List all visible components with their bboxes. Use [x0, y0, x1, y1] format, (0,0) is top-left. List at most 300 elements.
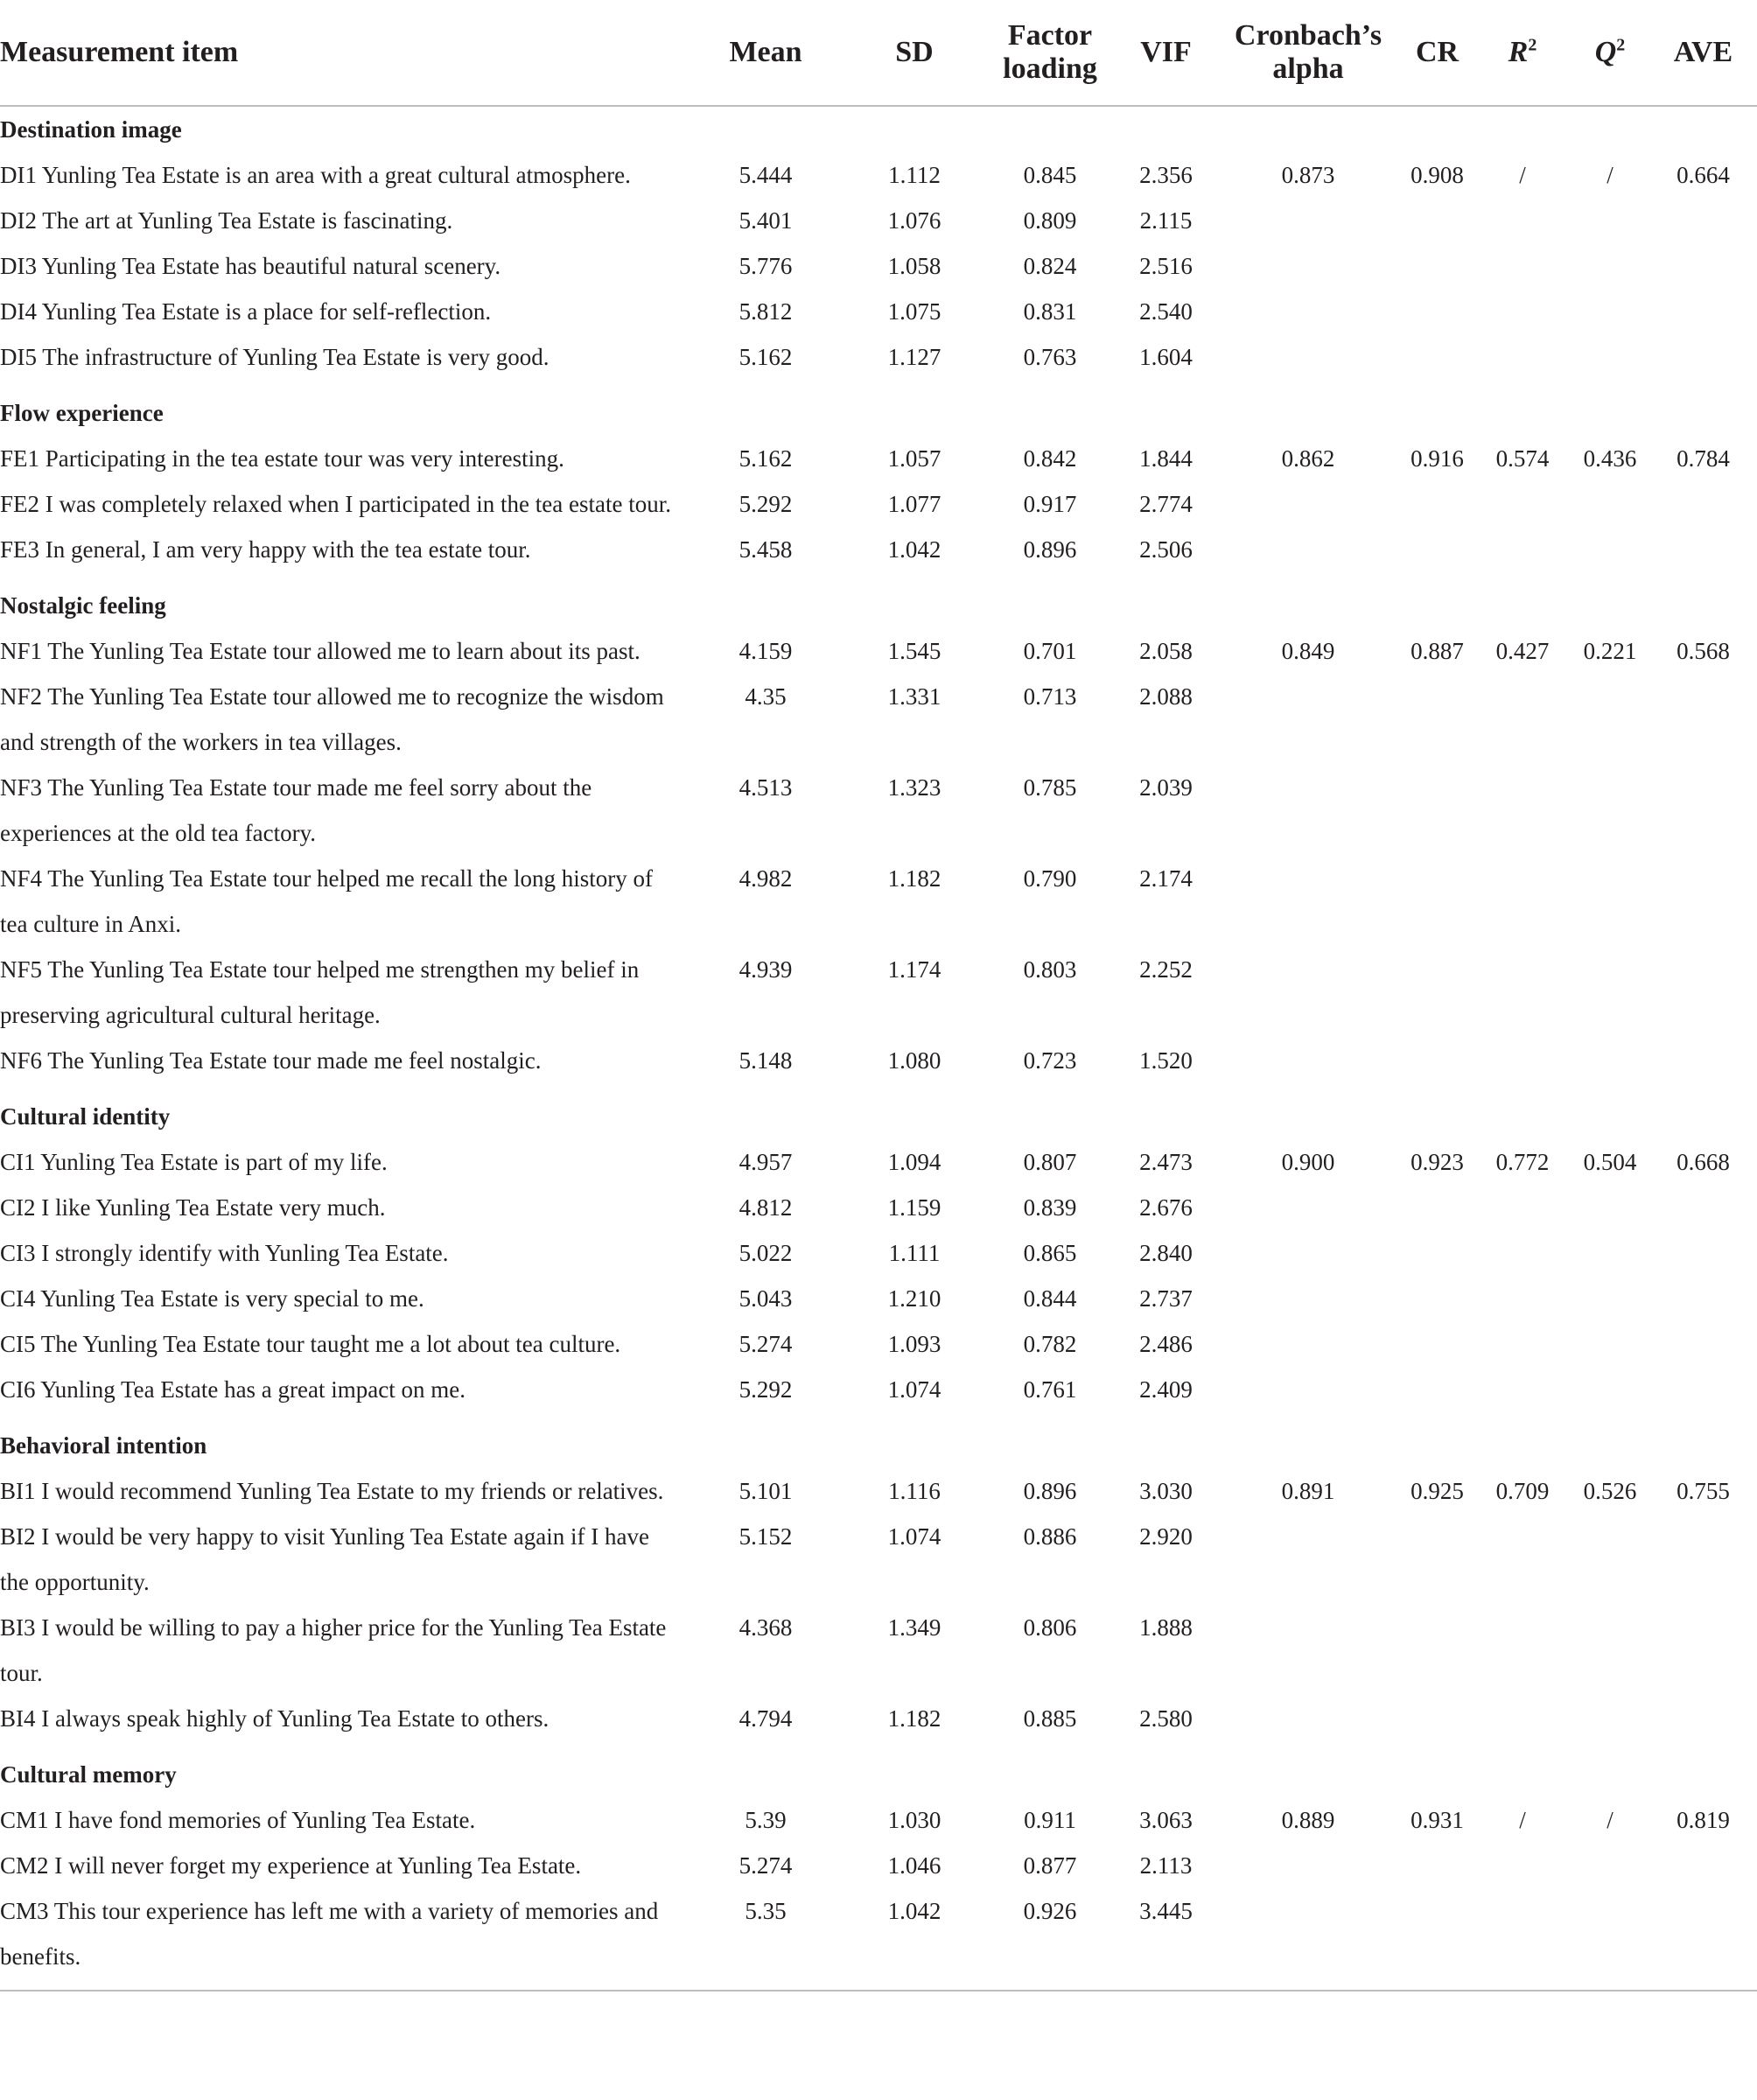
sd-value: 1.074 — [887, 1523, 942, 1550]
vif-value: 2.174 — [1139, 865, 1193, 892]
header-measurement-item: Measurement item — [0, 0, 687, 106]
sd-value: 1.545 — [887, 638, 942, 664]
cronbach-alpha-value: 0.900 — [1281, 1149, 1335, 1175]
sd-value: 1.074 — [887, 1376, 942, 1403]
q2-value: 0.504 — [1583, 1149, 1637, 1175]
q2-value — [1571, 1696, 1649, 1752]
r2-value — [1474, 334, 1571, 390]
cronbach-alpha-value — [1216, 674, 1400, 765]
table-header — [0, 0, 1757, 106]
mean-value: 5.274 — [738, 1331, 793, 1357]
item-text: FE1 Participating in the tea estate tour was very interesting. — [0, 445, 564, 472]
header-vif: VIF — [1116, 0, 1216, 106]
r2-value — [1474, 1185, 1571, 1230]
section-header-row — [0, 1752, 1757, 1797]
factor-loading-value: 0.763 — [1023, 344, 1077, 370]
ave-value — [1649, 1514, 1757, 1605]
cronbach-alpha-value — [1216, 1038, 1400, 1094]
header-r2-superscript: 2 — [1528, 35, 1537, 55]
vif-value: 2.580 — [1139, 1705, 1193, 1732]
factor-loading-value: 0.926 — [984, 1888, 1116, 1991]
cr-value: 0.925 — [1410, 1478, 1464, 1504]
sd-value: 1.080 — [887, 1047, 942, 1074]
factor-loading-value: 0.839 — [1023, 1194, 1077, 1221]
factor-loading-value: 0.886 — [1023, 1523, 1077, 1550]
ave-value: 0.568 — [1676, 638, 1730, 664]
q2-value — [1571, 1230, 1649, 1276]
cr-value: 0.923 — [1410, 1149, 1464, 1175]
q2-value — [1571, 481, 1649, 527]
cronbach-alpha-value — [1216, 1185, 1400, 1230]
vif-value: 2.676 — [1139, 1194, 1193, 1221]
item-text: CI3 I strongly identify with Yunling Tea Estate. — [0, 1240, 449, 1266]
cronbach-alpha-value — [1216, 243, 1400, 289]
r2-value — [1474, 198, 1571, 243]
item-text: DI3 Yunling Tea Estate has beautiful natural scenery. — [0, 253, 501, 279]
q2-value: 0.436 — [1583, 445, 1637, 472]
item-text: NF6 The Yunling Tea Estate tour made me feel nostalgic. — [0, 1047, 542, 1074]
factor-loading-value: 0.842 — [1023, 445, 1077, 472]
table-row — [0, 628, 1757, 674]
sd-value: 1.182 — [887, 865, 942, 892]
q2-value — [1571, 527, 1649, 583]
r2-value — [1474, 1843, 1571, 1888]
header-q2-letter: Q — [1594, 36, 1617, 68]
ave-value — [1649, 1185, 1757, 1230]
mean-value: 5.458 — [738, 536, 793, 563]
q2-value — [1571, 947, 1649, 1038]
ave-value — [1649, 1276, 1757, 1321]
factor-loading-value: 0.782 — [1023, 1331, 1077, 1357]
sd-value: 1.127 — [887, 344, 942, 370]
mean-value: 4.35 — [745, 683, 787, 710]
table-body — [0, 106, 1757, 1991]
sd-value: 1.112 — [888, 162, 941, 188]
ave-value — [1649, 1605, 1757, 1696]
r2-value — [1474, 289, 1571, 334]
cr-value — [1400, 527, 1474, 583]
factor-loading-value: 0.824 — [1023, 253, 1077, 279]
item-text: NF5 The Yunling Tea Estate tour helped me strengthen my belief in preserving agricultural cultural heritage. — [0, 956, 640, 1028]
mean-value: 5.274 — [738, 1852, 793, 1879]
q2-value — [1571, 243, 1649, 289]
cronbach-alpha-value: 0.862 — [1281, 445, 1335, 472]
header-q2-superscript: 2 — [1616, 35, 1626, 55]
r2-value — [1474, 1321, 1571, 1367]
r2-value — [1474, 1605, 1571, 1696]
table-row — [0, 1321, 1757, 1367]
header-factor-loading: Factor loading — [984, 0, 1116, 106]
mean-value: 5.043 — [738, 1285, 793, 1312]
factor-loading-value: 0.865 — [1023, 1240, 1077, 1266]
sd-value: 1.093 — [887, 1331, 942, 1357]
mean-value: 5.292 — [738, 491, 793, 517]
cronbach-alpha-value — [1216, 1276, 1400, 1321]
mean-value: 5.162 — [738, 344, 793, 370]
sd-value: 1.057 — [887, 445, 942, 472]
item-text: CI5 The Yunling Tea Estate tour taught me a lot about tea culture. — [0, 1331, 621, 1357]
cr-value — [1400, 1888, 1474, 1991]
item-text: FE2 I was completely relaxed when I participated in the tea estate tour. — [0, 491, 671, 517]
r2-value: / — [1519, 162, 1526, 188]
ave-value: 0.755 — [1676, 1478, 1730, 1504]
sd-value: 1.042 — [844, 1888, 984, 1991]
r2-value: / — [1519, 1807, 1526, 1833]
q2-value — [1571, 1038, 1649, 1094]
item-text: CI2 I like Yunling Tea Estate very much. — [0, 1194, 386, 1221]
cr-value — [1400, 856, 1474, 947]
header-ave: AVE — [1649, 0, 1757, 106]
table-row — [0, 947, 1757, 1038]
q2-value — [1571, 1514, 1649, 1605]
vif-value: 2.473 — [1139, 1149, 1193, 1175]
cr-value — [1400, 765, 1474, 856]
vif-value: 1.888 — [1139, 1614, 1193, 1641]
section-title: Nostalgic feeling — [0, 592, 166, 619]
vif-value: 2.058 — [1139, 638, 1193, 664]
vif-value: 3.030 — [1139, 1478, 1193, 1504]
mean-value: 4.982 — [738, 865, 793, 892]
cronbach-alpha-value — [1216, 1843, 1400, 1888]
ave-value — [1649, 856, 1757, 947]
cronbach-alpha-value — [1216, 1321, 1400, 1367]
table-row — [0, 198, 1757, 243]
cr-value — [1400, 947, 1474, 1038]
table-row — [0, 856, 1757, 947]
mean-value: 4.939 — [738, 956, 793, 983]
ave-value — [1649, 1230, 1757, 1276]
sd-value: 1.116 — [888, 1478, 941, 1504]
ave-value — [1649, 1038, 1757, 1094]
item-text: CI1 Yunling Tea Estate is part of my life. — [0, 1149, 388, 1175]
q2-value — [1571, 1605, 1649, 1696]
header-row — [0, 0, 1757, 106]
vif-value: 2.409 — [1139, 1376, 1193, 1403]
q2-value — [1571, 1888, 1649, 1991]
q2-value — [1571, 856, 1649, 947]
r2-value — [1474, 1696, 1571, 1752]
q2-value — [1571, 765, 1649, 856]
cronbach-alpha-value — [1216, 1230, 1400, 1276]
ave-value — [1649, 198, 1757, 243]
r2-value — [1474, 243, 1571, 289]
item-text: DI5 The infrastructure of Yunling Tea Estate is very good. — [0, 344, 550, 370]
header-r2 — [1474, 0, 1571, 106]
cr-value: 0.916 — [1410, 445, 1464, 472]
cr-value — [1400, 1605, 1474, 1696]
sd-value: 1.094 — [887, 1149, 942, 1175]
vif-value: 2.540 — [1139, 298, 1193, 325]
ave-value — [1649, 1367, 1757, 1423]
cr-value — [1400, 1367, 1474, 1423]
sd-value: 1.210 — [887, 1285, 942, 1312]
q2-value: 0.526 — [1583, 1478, 1637, 1504]
cr-value — [1400, 1185, 1474, 1230]
table-row — [0, 1888, 1757, 1991]
header-q2 — [1571, 0, 1649, 106]
r2-value — [1474, 481, 1571, 527]
section-header-row — [0, 106, 1757, 152]
header-mean: Mean — [687, 0, 844, 106]
cronbach-alpha-value — [1216, 856, 1400, 947]
r2-value: 0.772 — [1495, 1149, 1550, 1175]
q2-value — [1571, 674, 1649, 765]
vif-value: 2.920 — [1139, 1523, 1193, 1550]
q2-value: / — [1606, 162, 1614, 188]
cr-value — [1400, 1843, 1474, 1888]
item-text: NF3 The Yunling Tea Estate tour made me feel sorry about the experiences at the old tea factory. — [0, 774, 592, 846]
ave-value — [1649, 1321, 1757, 1367]
factor-loading-value: 0.844 — [1023, 1285, 1077, 1312]
r2-value — [1474, 947, 1571, 1038]
sd-value: 1.076 — [887, 207, 942, 234]
table-row — [0, 1276, 1757, 1321]
sd-value: 1.030 — [887, 1807, 942, 1833]
table-row — [0, 243, 1757, 289]
mean-value: 5.292 — [738, 1376, 793, 1403]
item-text: BI3 I would be willing to pay a higher price for the Yunling Tea Estate tour. — [0, 1614, 667, 1686]
factor-loading-value: 0.917 — [1023, 491, 1077, 517]
table-row — [0, 1185, 1757, 1230]
item-text: DI1 Yunling Tea Estate is an area with a great cultural atmosphere. — [0, 162, 631, 188]
cronbach-alpha-value — [1216, 1605, 1400, 1696]
vif-value: 2.737 — [1139, 1285, 1193, 1312]
cronbach-alpha-value — [1216, 1514, 1400, 1605]
sd-value: 1.323 — [887, 774, 942, 801]
section-header-row — [0, 583, 1757, 628]
vif-value: 2.516 — [1139, 253, 1193, 279]
r2-value — [1474, 1514, 1571, 1605]
sd-value: 1.077 — [887, 491, 942, 517]
mean-value: 5.444 — [738, 162, 793, 188]
item-text: CM1 I have fond memories of Yunling Tea Estate. — [0, 1807, 476, 1833]
cr-value: 0.931 — [1410, 1807, 1464, 1833]
mean-value: 4.794 — [738, 1705, 793, 1732]
cr-value — [1400, 674, 1474, 765]
sd-value: 1.058 — [887, 253, 942, 279]
table-row — [0, 1367, 1757, 1423]
table-row — [0, 765, 1757, 856]
r2-value — [1474, 1888, 1571, 1991]
table-row — [0, 527, 1757, 583]
factor-loading-value: 0.896 — [1023, 536, 1077, 563]
factor-loading-value: 0.845 — [1023, 162, 1077, 188]
factor-loading-value: 0.785 — [1023, 774, 1077, 801]
vif-value: 3.063 — [1139, 1807, 1193, 1833]
vif-value: 2.774 — [1139, 491, 1193, 517]
r2-value — [1474, 856, 1571, 947]
factor-loading-value: 0.877 — [1023, 1852, 1077, 1879]
cr-value — [1400, 243, 1474, 289]
cronbach-alpha-value — [1216, 334, 1400, 390]
q2-value — [1571, 1276, 1649, 1321]
ave-value — [1649, 674, 1757, 765]
ave-value — [1649, 947, 1757, 1038]
q2-value — [1571, 1185, 1649, 1230]
table-row — [0, 1038, 1757, 1094]
r2-value: 0.427 — [1495, 638, 1550, 664]
cronbach-alpha-value — [1216, 947, 1400, 1038]
factor-loading-value: 0.790 — [1023, 865, 1077, 892]
vif-value: 2.840 — [1139, 1240, 1193, 1266]
ave-value: 0.819 — [1676, 1807, 1730, 1833]
sd-value: 1.331 — [887, 683, 942, 710]
header-sd: SD — [844, 0, 984, 106]
ave-value — [1649, 1696, 1757, 1752]
item-text: DI4 Yunling Tea Estate is a place for self-reflection. — [0, 298, 492, 325]
cronbach-alpha-value — [1216, 481, 1400, 527]
ave-value — [1649, 765, 1757, 856]
factor-loading-value: 0.806 — [1023, 1614, 1077, 1641]
mean-value: 4.812 — [738, 1194, 793, 1221]
vif-value: 2.486 — [1139, 1331, 1193, 1357]
vif-value: 2.356 — [1139, 162, 1193, 188]
r2-value — [1474, 674, 1571, 765]
mean-value: 5.148 — [738, 1047, 793, 1074]
ave-value — [1649, 243, 1757, 289]
table-row — [0, 152, 1757, 198]
cronbach-alpha-value — [1216, 198, 1400, 243]
mean-value: 5.022 — [738, 1240, 793, 1266]
mean-value: 5.101 — [738, 1478, 793, 1504]
header-r2-letter: R — [1508, 36, 1529, 68]
mean-value: 5.35 — [687, 1888, 844, 1991]
vif-value: 2.088 — [1139, 683, 1193, 710]
mean-value: 5.776 — [738, 253, 793, 279]
q2-value: / — [1606, 1807, 1614, 1833]
section-title: Behavioral intention — [0, 1432, 207, 1459]
r2-value — [1474, 1276, 1571, 1321]
item-text: BI2 I would be very happy to visit Yunling Tea Estate again if I have the opportunity. — [0, 1523, 649, 1595]
cr-value — [1400, 481, 1474, 527]
item-text: BI1 I would recommend Yunling Tea Estate to my friends or relatives. — [0, 1478, 664, 1504]
item-text: BI4 I always speak highly of Yunling Tea Estate to others. — [0, 1705, 550, 1732]
mean-value: 5.401 — [738, 207, 793, 234]
table-row — [0, 674, 1757, 765]
factor-loading-value: 0.701 — [1023, 638, 1077, 664]
sd-value: 1.042 — [887, 536, 942, 563]
cr-value — [1400, 1230, 1474, 1276]
table-row — [0, 1468, 1757, 1514]
section-header-row — [0, 1094, 1757, 1139]
sd-value: 1.174 — [887, 956, 942, 983]
cr-value — [1400, 1321, 1474, 1367]
sd-value: 1.182 — [887, 1705, 942, 1732]
ave-value — [1649, 1888, 1757, 1991]
section-title: Cultural memory — [0, 1761, 177, 1788]
vif-value: 2.252 — [1139, 956, 1193, 983]
factor-loading-value: 0.885 — [1023, 1705, 1077, 1732]
cronbach-alpha-value: 0.849 — [1281, 638, 1335, 664]
factor-loading-value: 0.911 — [1024, 1807, 1076, 1833]
item-text: CM3 This tour experience has left me with a variety of memories and benefits. — [0, 1888, 687, 1991]
table-row — [0, 1843, 1757, 1888]
table-row — [0, 1514, 1757, 1605]
table-row — [0, 436, 1757, 481]
cronbach-alpha-value — [1216, 527, 1400, 583]
ave-value — [1649, 289, 1757, 334]
mean-value: 4.513 — [738, 774, 793, 801]
r2-value — [1474, 765, 1571, 856]
section-title: Flow experience — [0, 400, 164, 426]
cr-value: 0.908 — [1410, 162, 1464, 188]
factor-loading-value: 0.713 — [1023, 683, 1077, 710]
item-text: DI2 The art at Yunling Tea Estate is fascinating. — [0, 207, 453, 234]
factor-loading-value: 0.803 — [1023, 956, 1077, 983]
mean-value: 4.368 — [738, 1614, 793, 1641]
item-text: NF1 The Yunling Tea Estate tour allowed me to learn about its past. — [0, 638, 640, 664]
ave-value: 0.668 — [1676, 1149, 1730, 1175]
sd-value: 1.111 — [888, 1240, 941, 1266]
cr-value — [1400, 289, 1474, 334]
factor-loading-value: 0.896 — [1023, 1478, 1077, 1504]
factor-loading-value: 0.809 — [1023, 207, 1077, 234]
cr-value — [1400, 334, 1474, 390]
sd-value: 1.046 — [887, 1852, 942, 1879]
table-row — [0, 481, 1757, 527]
vif-value: 2.115 — [1139, 207, 1193, 234]
section-header-row — [0, 390, 1757, 436]
sd-value: 1.349 — [887, 1614, 942, 1641]
factor-loading-value: 0.723 — [1023, 1047, 1077, 1074]
factor-loading-value: 0.807 — [1023, 1149, 1077, 1175]
section-title: Cultural identity — [0, 1103, 171, 1130]
header-cr: CR — [1400, 0, 1474, 106]
sd-value: 1.159 — [887, 1194, 942, 1221]
cronbach-alpha-value — [1216, 289, 1400, 334]
item-text: CI6 Yunling Tea Estate has a great impact on me. — [0, 1376, 466, 1403]
r2-value — [1474, 527, 1571, 583]
q2-value — [1571, 1367, 1649, 1423]
ave-value — [1649, 1843, 1757, 1888]
factor-loading-value: 0.761 — [1023, 1376, 1077, 1403]
item-text: FE3 In general, I am very happy with the tea estate tour. — [0, 536, 531, 563]
table-row — [0, 289, 1757, 334]
ave-value — [1649, 481, 1757, 527]
cronbach-alpha-value — [1216, 1367, 1400, 1423]
table-row — [0, 1230, 1757, 1276]
ave-value: 0.784 — [1676, 445, 1730, 472]
vif-value: 2.039 — [1139, 774, 1193, 801]
cronbach-alpha-value: 0.891 — [1281, 1478, 1335, 1504]
q2-value: 0.221 — [1583, 638, 1637, 664]
cronbach-alpha-value: 0.873 — [1281, 162, 1335, 188]
r2-value: 0.709 — [1495, 1478, 1550, 1504]
table-row — [0, 1797, 1757, 1843]
vif-value: 2.113 — [1139, 1852, 1193, 1879]
item-text: NF2 The Yunling Tea Estate tour allowed me to recognize the wisdom and strength of the workers in tea villages. — [0, 683, 664, 755]
q2-value — [1571, 198, 1649, 243]
cronbach-alpha-value — [1216, 765, 1400, 856]
vif-value: 1.520 — [1139, 1047, 1193, 1074]
ave-value — [1649, 334, 1757, 390]
cronbach-alpha-value: 0.889 — [1281, 1807, 1335, 1833]
cr-value — [1400, 1514, 1474, 1605]
mean-value: 4.957 — [738, 1149, 793, 1175]
table-row — [0, 1696, 1757, 1752]
r2-value: 0.574 — [1495, 445, 1550, 472]
q2-value — [1571, 1321, 1649, 1367]
header-cronbach-alpha: Cronbach’s alpha — [1216, 0, 1400, 106]
ave-value: 0.664 — [1676, 162, 1730, 188]
section-title: Destination image — [0, 116, 182, 143]
mean-value: 4.159 — [738, 638, 793, 664]
table-row — [0, 334, 1757, 390]
cr-value — [1400, 1038, 1474, 1094]
section-header-row — [0, 1423, 1757, 1468]
item-text: CM2 I will never forget my experience at Yunling Tea Estate. — [0, 1852, 582, 1879]
vif-value: 1.604 — [1139, 344, 1193, 370]
